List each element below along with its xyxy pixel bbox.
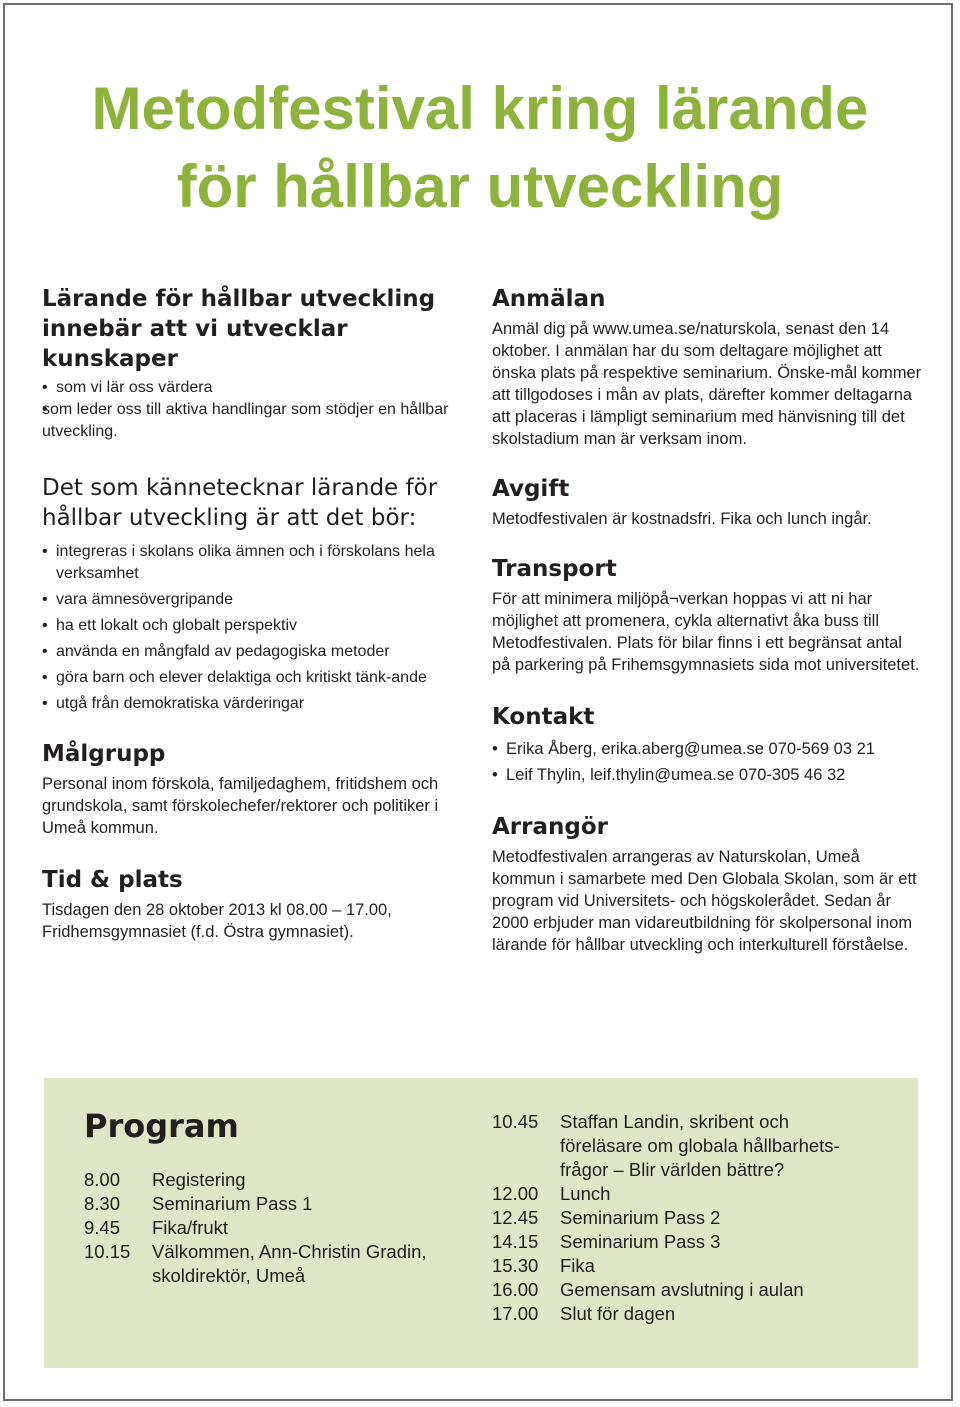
traits-heading-2: hållbar utveckling är att det bör: — [42, 505, 417, 531]
program-text: Välkommen, Ann-Christin Gradin, skoldirektör, Umeå — [152, 1241, 427, 1286]
transport-heading: Transport — [492, 556, 617, 582]
right-column — [492, 284, 922, 956]
program-text: Slut för dagen — [560, 1303, 676, 1324]
list-item: • ha ett lokalt och globalt perspektiv — [42, 615, 462, 637]
fee-text: Metodfestivalen är kostnadsfri. Fika och lunch ingår. — [492, 510, 872, 528]
program-text: Seminarium Pass 1 — [152, 1193, 313, 1214]
program-text: Gemensam avslutning i aulan — [560, 1279, 804, 1300]
program-text: Registering — [152, 1169, 246, 1190]
place-heading: Tid & plats — [42, 867, 183, 893]
program-row — [84, 1192, 474, 1216]
list-item: • som leder oss till aktiva handlingar som stödjer en hållbar utveckling. — [42, 399, 462, 443]
program-text: Seminarium Pass 3 — [560, 1231, 721, 1252]
traits-heading-1: Det som kännetecknar lärande för — [42, 475, 438, 501]
program-list-right — [492, 1110, 902, 1326]
list-item: • göra barn och elever delaktiga och kritiskt tänk-ande — [42, 667, 462, 689]
program-row — [492, 1206, 902, 1230]
program-row — [492, 1230, 902, 1254]
program-time: 10.15 — [84, 1241, 131, 1262]
contact-list — [492, 738, 922, 786]
program-row — [84, 1216, 474, 1240]
program-time: 8.00 — [84, 1169, 121, 1190]
list-item: • vara ämnesövergripande — [42, 589, 462, 611]
title-line-1: Metodfestival kring lärande — [91, 75, 869, 142]
place-text: Tisdagen den 28 oktober 2013 kl 08.00 – 17.00, Fridhemsgymnasiet (f.d. Östra gymnasiet). — [42, 901, 392, 941]
program-time: 14.15 — [492, 1231, 539, 1252]
program-time: 16.00 — [492, 1279, 539, 1300]
program-text: Staffan Landin, skribent och föreläsare om globala hållbarhets-frågor – Blir världen bättre? — [560, 1111, 840, 1180]
contact-heading: Kontakt — [492, 704, 595, 730]
organizer-heading: Arrangör — [492, 814, 608, 840]
program-text: Fika — [560, 1255, 595, 1276]
left-column — [42, 284, 462, 943]
program-row — [84, 1240, 474, 1288]
list-item: • som vi lär oss värdera — [42, 377, 462, 399]
page-title — [0, 70, 960, 226]
program-text: Seminarium Pass 2 — [560, 1207, 721, 1228]
list-item: • utgå från demokratiska värderingar — [42, 693, 462, 715]
program-row — [492, 1254, 902, 1278]
program-text: Lunch — [560, 1183, 611, 1204]
contact-item: • Erika Åberg, erika.aberg@umea.se 070-569 03 21 — [492, 738, 922, 760]
organizer-text: Metodfestivalen arrangeras av Naturskolan, Umeå kommun i samarbete med Den Globala Skolan, som är ett program vid Universitets- och högskolerådet. Sedan år 2000 erbjuder man vidareutbildning för skolpersonal inom lärande för hållbar utveckling och interkulturell förståelse. — [492, 848, 917, 954]
traits-list — [42, 541, 462, 715]
program-row — [492, 1302, 902, 1326]
program-time: 9.45 — [84, 1217, 121, 1238]
program-text: Fika/frukt — [152, 1217, 229, 1238]
fee-heading: Avgift — [492, 476, 570, 502]
program-row — [492, 1278, 902, 1302]
program-time: 17.00 — [492, 1303, 539, 1324]
target-text: Personal inom förskola, familjedaghem, fritidshem och grundskola, samt förskolechefer/rektorer och politiker i Umeå kommun. — [42, 775, 439, 837]
transport-text: För att minimera miljöpå¬verkan hoppas vi att ni har möjlighet att promenera, cykla alternativt åka buss till Metodfestivalen. Plats för bilar finns i ett begränsat antal på parkering på Frihemsgymnasiets sida mot universitetet. — [492, 590, 920, 674]
program-time: 15.30 — [492, 1255, 539, 1276]
program-row — [84, 1168, 474, 1192]
program-time: 8.30 — [84, 1193, 121, 1214]
signup-text: Anmäl dig på www.umea.se/naturskola, senast den 14 oktober. I anmälan har du som deltagare möjlighet att önska plats på respektive seminarium. Önske-mål kommer att tillgodoses i mån av plats, därefter kommer deltagarna att placeras i lämpligt seminarium med hänvisning till det skolstadium man är verksam inom. — [492, 320, 922, 448]
intro-heading-1: Lärande för hållbar utveckling — [42, 286, 436, 312]
signup-heading: Anmälan — [492, 286, 606, 312]
program-list-left — [84, 1168, 474, 1288]
list-item: • integreras i skolans olika ämnen och i förskolans hela verksamhet — [42, 541, 462, 585]
program-heading: Program — [84, 1107, 239, 1145]
list-item: • använda en mångfald av pedagogiska metoder — [42, 641, 462, 663]
target-heading: Målgrupp — [42, 741, 166, 767]
contact-item: • Leif Thylin, leif.thylin@umea.se 070-305 46 32 — [492, 764, 922, 786]
program-row — [492, 1182, 902, 1206]
intro-heading-2: innebär att vi utvecklar kunskaper — [42, 316, 348, 372]
title-line-2: för hållbar utveckling — [176, 153, 784, 220]
intro-list — [42, 377, 462, 443]
program-row — [492, 1110, 902, 1182]
program-time: 10.45 — [492, 1111, 539, 1132]
program-time: 12.45 — [492, 1207, 539, 1228]
program-box — [44, 1078, 918, 1368]
program-time: 12.00 — [492, 1183, 539, 1204]
